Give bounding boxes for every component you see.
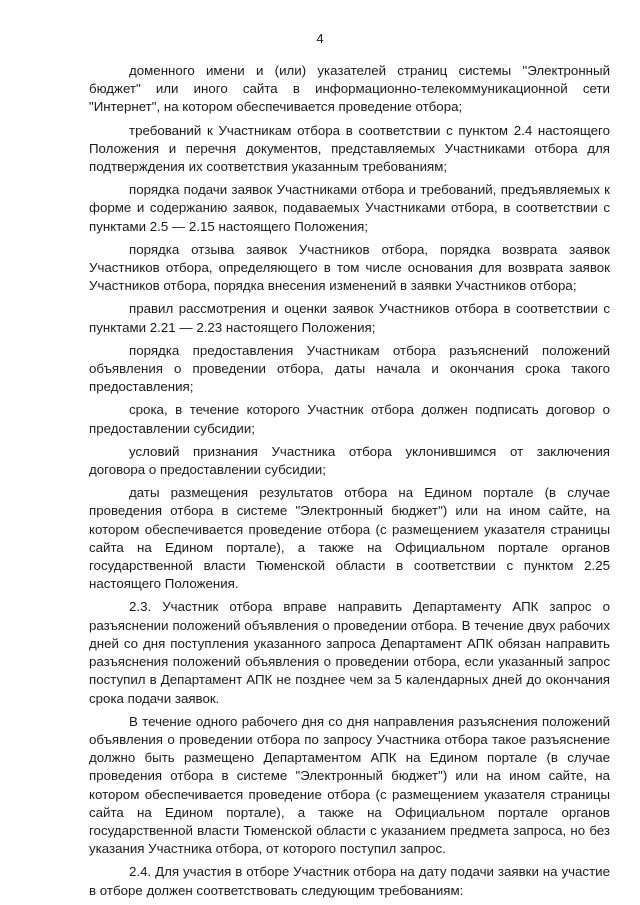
paragraph-section-2-4: 2.4. Для участия в отборе Участник отбора на дату подачи заявки на участие в отборе должен соответствовать следующим требованиям:: [89, 864, 610, 898]
paragraph-results-publication: даты размещения результатов отбора на Едином портале (в случае проведения отбора в системе "Электронный бюджет") или на ином сайте, на котором обеспечивается проведение отбора (с размещением указателя страницы сайта на Едином портале), а также на Официальном портале органов государственной власти Тюменской области в соответствии с пунктом 2.25 настоящего Положения.: [89, 485, 610, 592]
paragraph-contract-term: срока, в течение которого Участник отбора должен подписать договор о предоставлении субсидии;: [89, 402, 610, 436]
paragraph-participant-requirements: требований к Участникам отбора в соответствии с пунктом 2.4 настоящего Положения и перечня документов, представляемых Участниками отбора для подтверждения их соответствия указанным требованиям;: [89, 122, 610, 175]
paragraph-withdrawal-procedure: порядка отзыва заявок Участников отбора, порядка возврата заявок Участников отбора, определяющего в том числе основания для возврата заявок Участников отбора, порядка внесения изменений в заявки Участников отбора;: [89, 241, 610, 294]
paragraph-review-rules: правил рассмотрения и оценки заявок Участников отбора в соответствии с пунктами 2.21 — 2.23 настоящего Положения;: [89, 301, 610, 335]
paragraph-section-2-3: 2.3. Участник отбора вправе направить Департаменту АПК запрос о разъяснении положений объявления о проведении отбора. В течение двух рабочих дней со дня поступления указанного запроса Департамент АПК обязан направить разъяснения положений объявления о проведении отбора, если указанный запрос поступил в Департамент АПК не позднее чем за 5 календарных дней до окончания срока подачи заявок.: [89, 599, 610, 706]
paragraph-application-procedure: порядка подачи заявок Участниками отбора и требований, предъявляемых к форме и содержанию заявок, подаваемых Участниками отбора, в соответствии с пунктами 2.5 — 2.15 настоящего Положения;: [89, 182, 610, 234]
page-number: 4: [316, 31, 324, 46]
paragraph-clarification-procedure: порядка предоставления Участникам отбора разъяснений положений объявления о проведении отбора, даты начала и окончания срока такого предоставления;: [89, 342, 610, 395]
paragraph-domain-name: доменного имени и (или) указателей страниц системы "Электронный бюджет" или иного сайта в информационно-телекоммуникационной сети "Интернет", на котором обеспечивается проведение отбора;: [89, 63, 610, 115]
paragraph-evasion-conditions: условий признания Участника отбора уклонившимся от заключения договора о предоставлении субсидии;: [89, 443, 610, 478]
document-body: [89, 62, 610, 905]
paragraph-clarification-publication: В течение одного рабочего дня со дня направления разъяснения положений объявления о проведении отбора по запросу Участника отбора такое разъяснение должно быть размещено Департаментом АПК на Едином портале (в случае проведения отбора в системе "Электронный бюджет") или на ином сайте, на котором обеспечивается проведение отбора (с размещением указателя страницы сайта на Едином портале), а также на Официальном портале органов государственной власти Тюменской области с указанием предмета запроса, но без указания Участника отбора, от которого поступил запрос.: [89, 713, 610, 857]
